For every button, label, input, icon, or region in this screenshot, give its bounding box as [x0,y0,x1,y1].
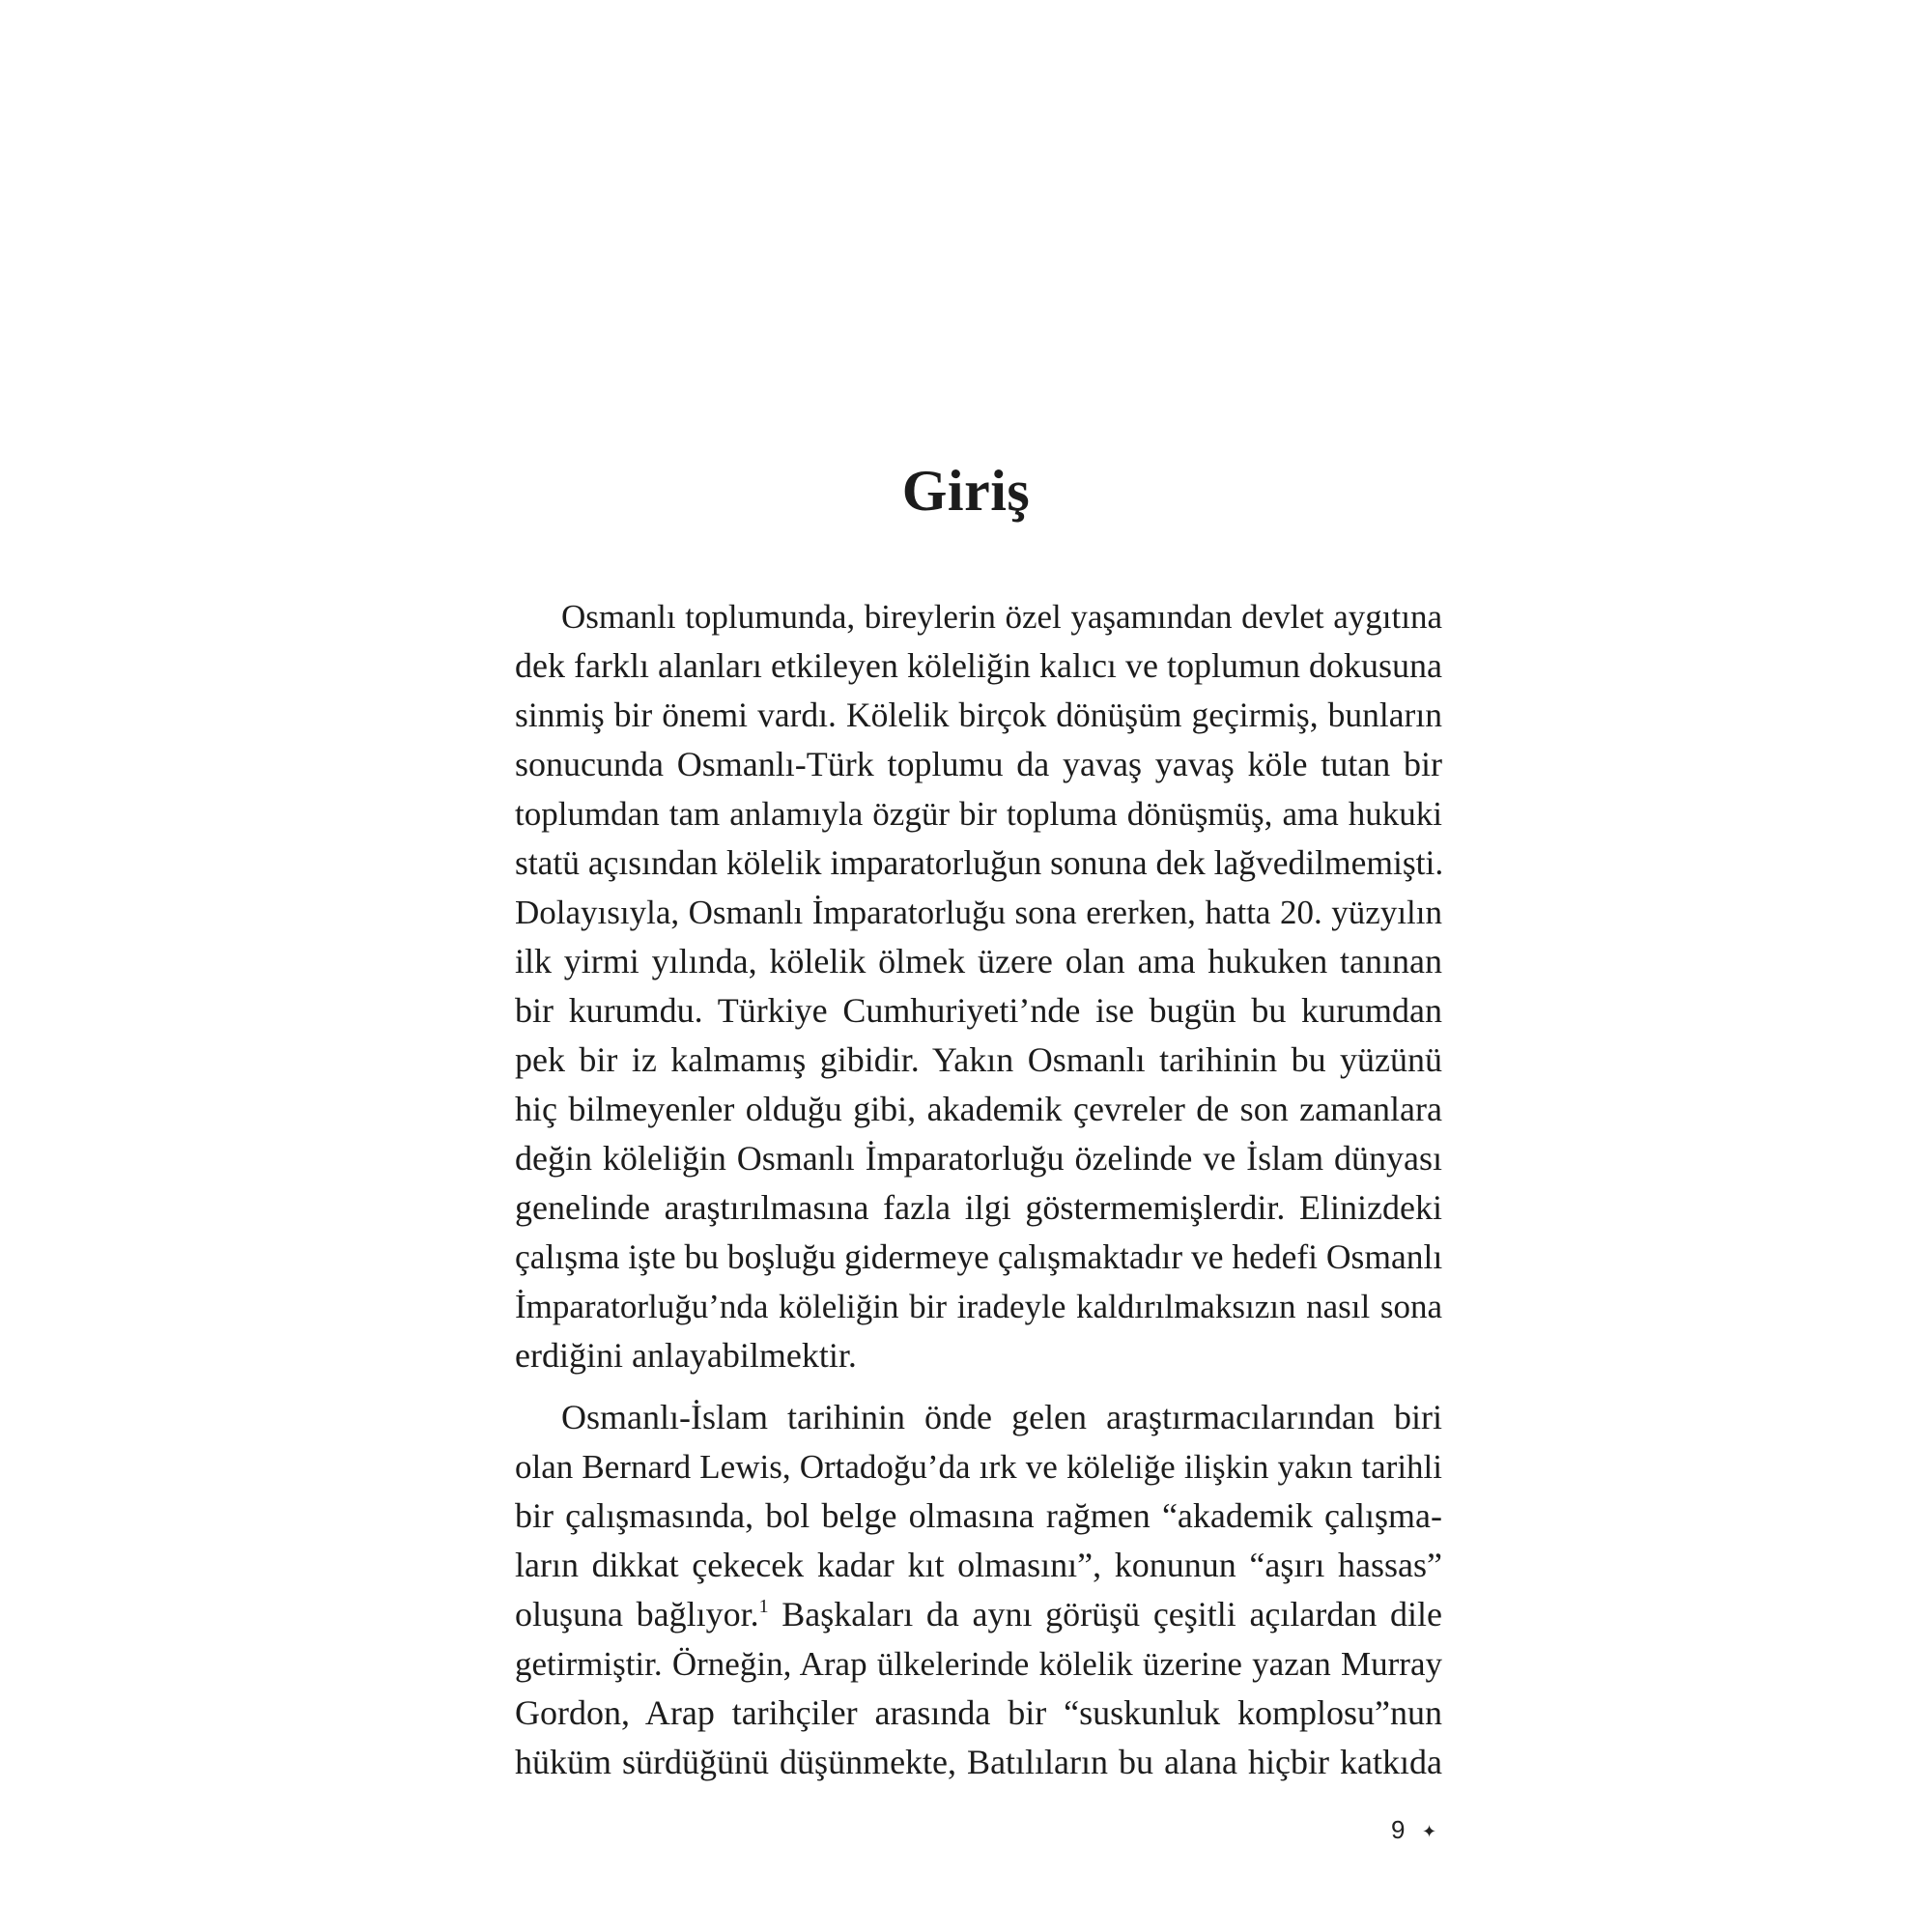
text-line: ların dikkat çekecek kadar kıt olmasını”, konunun “aşırı hassas” [515,1546,1442,1584]
text-line: olan Bernard Lewis, Ortadoğu’da ırk ve köleliğe ilişkin yakın tarihli [515,1448,1442,1486]
footnote-reference[interactable]: 1 [758,1596,769,1617]
text-line: dek farklı alanları etkileyen köleliğin kalıcı ve toplumun dokusuna [515,646,1442,685]
four-pointed-star-icon: ✦ [1422,1822,1437,1842]
text-line: sonucunda Osmanlı-Türk toplumu da yavaş yavaş köle tutan bir [515,745,1442,783]
text-line: İmparatorluğu’nda köleliğin bir iradeyle kaldırılmaksızın nasıl sona [515,1288,1442,1325]
text-line: erdiğini anlayabilmektir. [515,1336,857,1375]
text-line: sinmiş bir önemi vardı. Kölelik birçok dönüşüm geçirmiş, bunların [515,696,1442,734]
text-line: hüküm sürdüğünü düşünmekte, Batılıların bu alana hiçbir katkıda [515,1743,1442,1781]
text-line: bir kurumdu. Türkiye Cumhuriyeti’nde ise bugün bu kurumdan [515,991,1442,1030]
text-line: getirmiştir. Örneğin, Arap ülkelerinde kölelik üzerine yazan Murray [515,1645,1442,1683]
text-line: ilk yirmi yılında, kölelik ölmek üzere olan ama hukuken tanınan [515,942,1442,980]
text-line: Osmanlı-İslam tarihinin önde gelen araştırmacılarından biri [561,1398,1442,1436]
page-number: 9 [1391,1815,1406,1844]
text-line: toplumdan tam anlamıyla özgür bir topluma dönüşmüş, ama hukuki [515,795,1442,833]
paragraph-1 [515,592,1442,1380]
text-line: hiç bilmeyenler olduğu gibi, akademik çevreler de son zamanlara [515,1090,1442,1128]
text-line: Dolayısıyla, Osmanlı İmparatorluğu sona ererken, hatta 20. yüzyılın [515,894,1442,931]
text-line: çalışma işte bu boşluğu gidermeye çalışmaktadır ve hedefi Osmanlı [515,1237,1443,1276]
text-line: statü açısından kölelik imparatorluğun sonuna dek lağvedilmemişti. [515,843,1444,882]
text-line: Osmanlı toplumunda, bireylerin özel yaşamından devlet aygıtına [561,598,1442,636]
text-fragment: Başkaları da aynı görüşü çeşitli açılardan dile [768,1595,1442,1634]
chapter-title: Giriş [901,459,1031,523]
text-line: değin köleliğin Osmanlı İmparatorluğu özelinde ve İslam dünyası [515,1139,1442,1178]
text-line: Gordon, Arap tarihçiler arasında bir “suskunluk komplosu”nun [515,1693,1442,1732]
text-line: genelinde araştırılmasına fazla ilgi göstermemişlerdir. Elinizdeki [515,1188,1442,1227]
text-line: bir çalışmasında, bol belge olmasına rağmen “akademik çalışma- [515,1496,1442,1535]
text-line-with-footnote [515,1590,1442,1639]
text-fragment: oluşuna bağlıyor. [515,1595,759,1634]
paragraph-2 [515,1393,1442,1787]
text-line: pek bir iz kalmamış gibidir. Yakın Osmanlı tarihinin bu yüzünü [515,1040,1442,1079]
